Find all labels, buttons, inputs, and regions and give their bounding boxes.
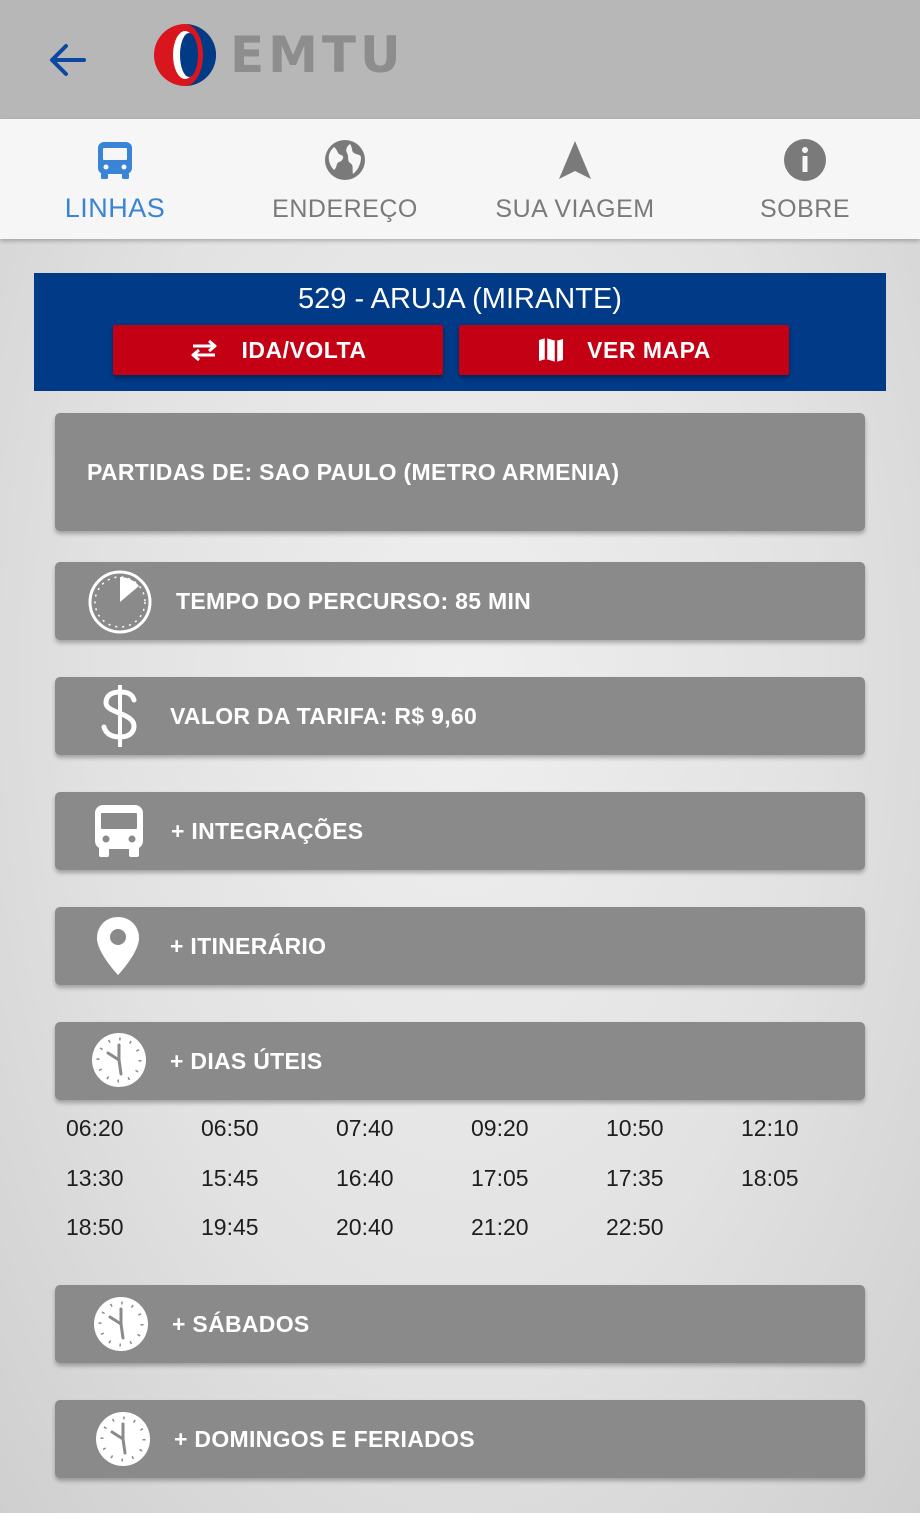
clock-icon [92,1295,150,1353]
departure-time: 18:50 [66,1214,124,1240]
ida-volta-button[interactable] [113,325,443,375]
departure-time: 18:05 [741,1164,799,1191]
departure-time: 17:35 [606,1164,664,1191]
departure-time: 06:20 [66,1115,124,1141]
tab-sua-viagem[interactable] [460,119,690,239]
map-icon [537,336,565,364]
departure-time: 15:45 [201,1164,259,1191]
tab-endereco[interactable] [230,119,460,239]
bus-icon [93,803,145,859]
departure-time: 06:50 [201,1115,259,1141]
departure-time: 20:40 [336,1214,394,1240]
sabados-card[interactable] [55,1285,865,1363]
tarifa-card [55,677,865,755]
arrow-left-icon [48,42,88,78]
partidas-card [55,413,865,531]
departure-time: 13:30 [66,1164,124,1191]
domingos-feriados-card[interactable] [55,1400,865,1478]
tab-label: ENDEREÇO [272,195,418,223]
dias-uteis-card[interactable] [55,1022,865,1100]
tab-label: SUA VIAGEM [495,195,655,223]
dias-uteis-schedule [66,1115,866,1264]
navigation-arrow-icon [557,139,593,181]
departure-time: 12:10 [741,1115,799,1141]
route-header [34,273,886,391]
integracoes-card[interactable] [55,792,865,870]
tempo-percurso-card [55,562,865,640]
stopwatch-icon [87,569,153,635]
logo-mark-icon [152,22,218,88]
clock-icon [94,1410,152,1468]
clock-icon [90,1031,148,1089]
tab-label: LINHAS [64,193,166,223]
tempo-text: TEMPO DO PERCURSO: 85 MIN [176,588,532,614]
departure-time: 17:05 [471,1164,529,1191]
itinerario-card[interactable] [55,907,865,985]
swap-arrows-icon [189,339,219,361]
departure-time: 21:20 [471,1214,529,1240]
ver-mapa-label: VER MAPA [587,336,711,363]
departure-time: 10:50 [606,1115,664,1141]
departure-time: 19:45 [201,1214,259,1240]
bus-icon [96,140,134,180]
tab-linhas[interactable] [0,119,230,239]
emtu-logo [152,22,405,88]
app-bar [0,0,920,119]
integracoes-text: + INTEGRAÇÕES [171,818,364,844]
departure-time: 07:40 [336,1115,394,1141]
itinerario-text: + ITINERÁRIO [170,933,327,959]
back-button[interactable] [44,38,92,82]
departure-time: 16:40 [336,1164,394,1191]
tab-label: SOBRE [759,195,851,223]
tab-sobre[interactable] [690,119,920,239]
map-pin-icon [95,915,141,977]
ida-volta-label: IDA/VOLTA [241,336,367,363]
tab-bar [0,119,920,239]
sabados-text: + SÁBADOS [172,1311,310,1337]
logo-text: EMTU [230,26,405,84]
globe-icon [323,138,367,182]
dias-uteis-text: + DIAS ÚTEIS [170,1048,323,1074]
departure-time: 22:50 [606,1214,664,1240]
route-title: 529 - ARUJA (MIRANTE) [298,283,622,315]
departure-time: 09:20 [471,1115,529,1141]
info-icon [783,138,827,182]
ver-mapa-button[interactable] [459,325,789,375]
dollar-icon [98,683,142,749]
domingos-text: + DOMINGOS E FERIADOS [174,1426,475,1452]
partidas-text: PARTIDAS DE: SAO PAULO (METRO ARMENIA) [87,459,620,485]
tarifa-text: VALOR DA TARIFA: R$ 9,60 [170,703,478,729]
